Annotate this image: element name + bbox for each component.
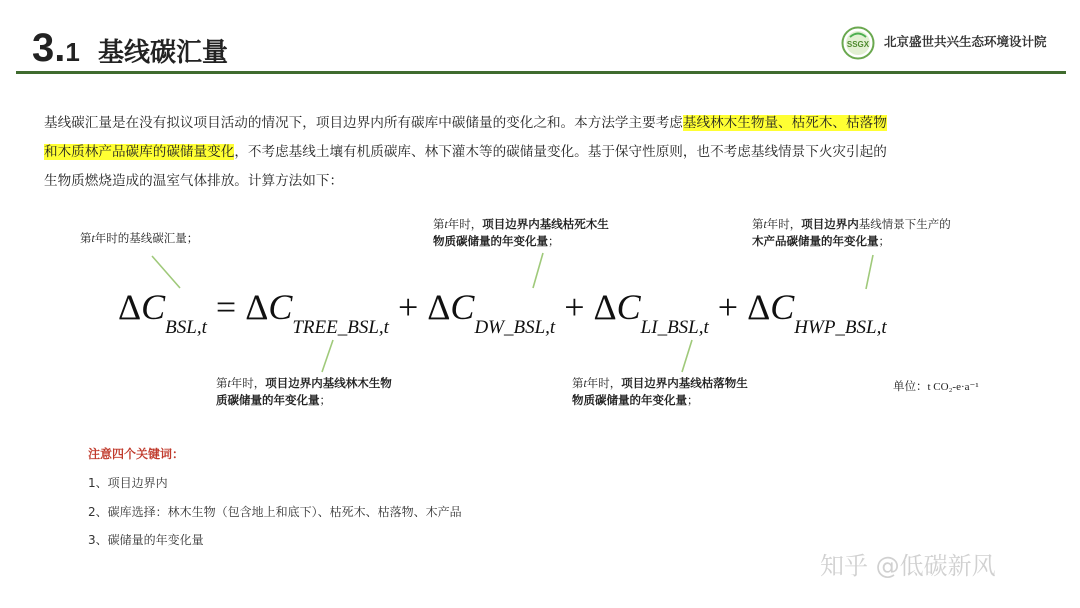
page-title: 基线碳汇量 [98, 38, 229, 68]
formula-term-dw: $\Delta C_{DW\_BSL,t}$ [427, 287, 556, 338]
org-name: 北京盛世共兴生态环境设计院 [884, 34, 1047, 49]
section-sub-number: 1 [65, 37, 80, 67]
keyword-item: 3、碳储量的年变化量 [88, 533, 204, 547]
formula-equals: = [215, 287, 237, 327]
annotation-dw: 第t年时，项目边界内基线枯死木生 物质碳储量的年变化量； [433, 217, 609, 248]
formula-plus: + [717, 287, 739, 327]
unit-label: 单位：t CO₂-e·a⁻¹ [893, 379, 979, 393]
unit-value: t CO₂-e·a⁻¹ [927, 381, 979, 393]
formula-term-hwp: $\Delta C_{HWP\_BSL,t}$ [747, 287, 887, 338]
formula-term-tree: $\Delta C_{TREE\_BSL,t}$ [245, 287, 389, 338]
keywords-title: 注意四个关键词： [88, 447, 185, 461]
watermark: 知乎 @低碳新风 [820, 552, 996, 580]
intro-line-1: 基线碳汇量是在没有拟议项目活动的情况下，项目边界内所有碳库中碳储量的变化之和。本方法学主要考虑基线林木生物量、枯死木、枯落物 [44, 115, 887, 131]
baseline-carbon-formula [118, 282, 887, 342]
section-number: 3.1 [32, 26, 80, 70]
formula-plus: + [564, 287, 585, 327]
annotation-lhs: 第t年时的基线碳汇量； [80, 231, 199, 245]
keyword-item: 2、碳库选择：林木生物（包含地上和底下）、枯死木、枯落物、木产品 [88, 505, 462, 519]
highlighted-text: 基线林木生物量、枯死木、枯落物 [682, 115, 887, 131]
annotation-hwp: 第t年时，项目边界内基线情景下生产的 木产品碳储量的年变化量； [752, 217, 951, 248]
formula-term-lhs: $\Delta C_{BSL,t}$ [118, 287, 207, 338]
keyword-item: 1、项目边界内 [88, 476, 168, 490]
intro-line-2: 和木质林产品碳库的碳储量变化，不考虑基线土壤有机质碳库、林下灌木等的碳储量变化。基于保守性原则，也不考虑基线情景下火灾引起的 [44, 144, 887, 160]
formula-plus: + [397, 287, 419, 327]
formula-term-li: $\Delta C_{LI\_BSL,t}$ [593, 287, 709, 338]
annotation-tree: 第t年时，项目边界内基线林木生物 质碳储量的年变化量； [216, 376, 392, 407]
annotation-li: 第t年时，项目边界内基线枯落物生 物质碳储量的年变化量； [572, 376, 748, 407]
logo-text: SSGX [846, 40, 870, 49]
highlighted-text: 和木质林产品碳库的碳储量变化 [44, 144, 235, 160]
intro-line-3: 生物质燃烧造成的温室气体排放。计算方法如下： [44, 173, 344, 189]
